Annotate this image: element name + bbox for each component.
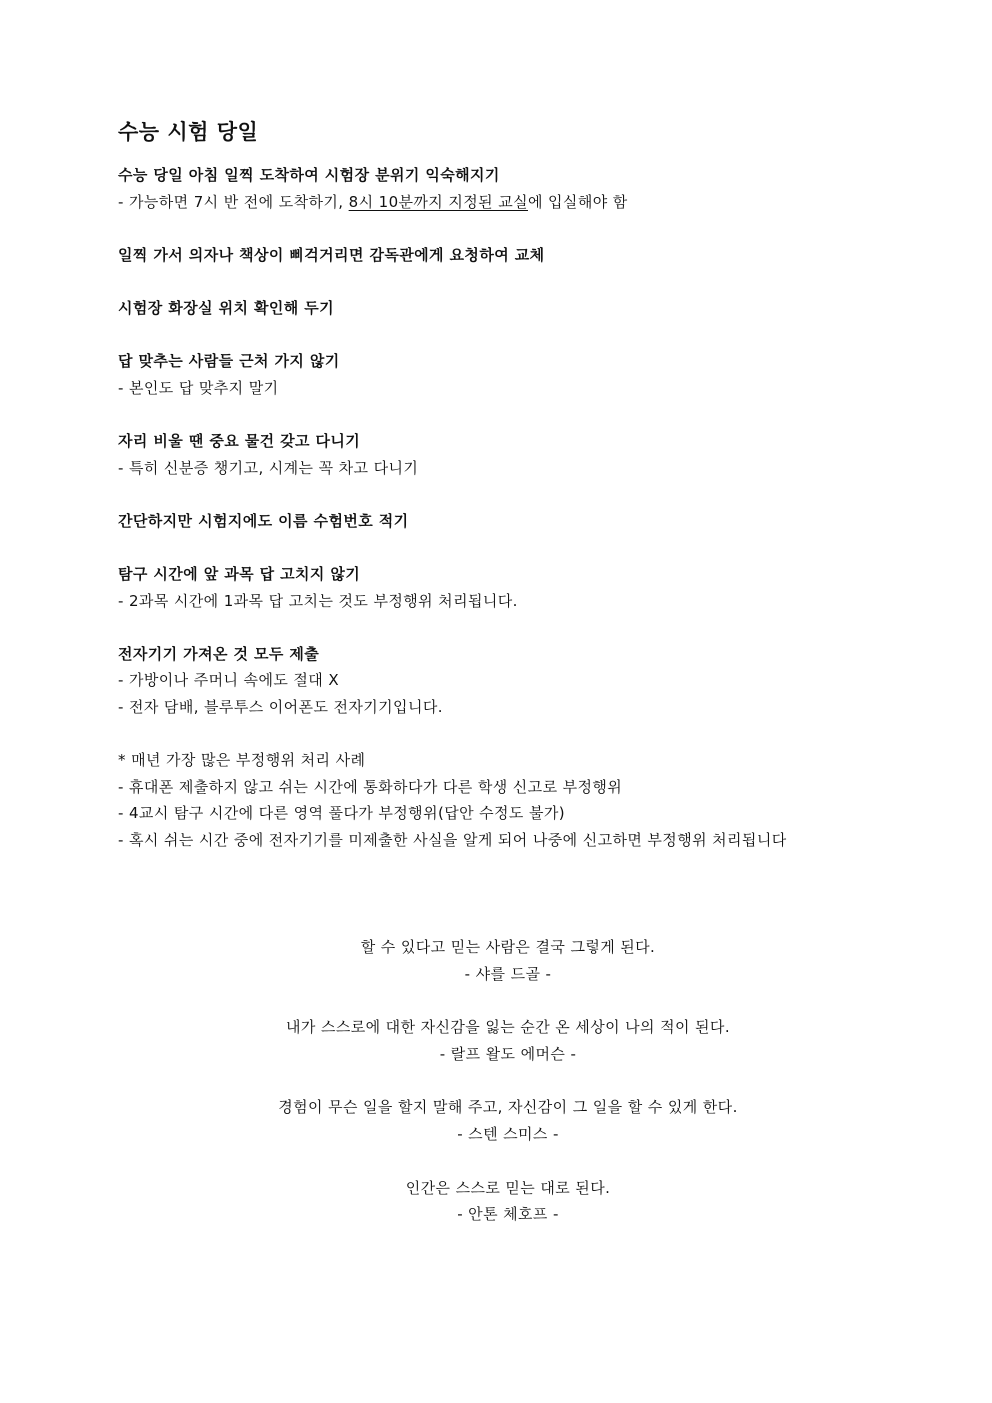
quote-text: 할 수 있다고 믿는 사람은 결국 그렇게 된다. (360, 938, 656, 956)
case-item: - 4교시 탐구 시간에 다른 영역 풀다가 부정행위(답안 수정도 불가) (118, 804, 566, 823)
case-item: - 혹시 쉬는 시간 중에 전자기기를 미제출한 사실을 알게 되어 나중에 신고하면 부정행위 처리됩니다 (118, 830, 787, 849)
quote-author: - 샤를 드골 - (464, 964, 552, 983)
note-text: - 가능하면 7시 반 전에 도착하기, (118, 192, 349, 211)
section-heading-submit-devices: 전자기기 가져온 것 모두 제출 (118, 644, 320, 663)
quote-author: - 스텐 스미스 - (457, 1124, 559, 1143)
quotes-block (0, 934, 992, 1228)
section-heading-write-name: 간단하지만 시험지에도 이름 수험번호 적기 (118, 511, 409, 530)
quote-author: - 안톤 체호프 - (457, 1205, 559, 1224)
section-heading-no-revision: 탐구 시간에 앞 과목 답 고치지 않기 (118, 564, 361, 583)
section-note-avoid-answers: - 본인도 답 맞추지 말기 (118, 378, 279, 397)
quote-author: - 랄프 왈도 에머슨 - (439, 1044, 577, 1063)
section-heading-belongings: 자리 비울 땐 중요 물건 갖고 다니기 (118, 431, 361, 450)
section-heading-restroom: 시험장 화장실 위치 확인해 두기 (118, 298, 335, 317)
section-note-arrival-time (118, 189, 938, 216)
quote-text: 인간은 스스로 믿는 대로 된다. (405, 1178, 611, 1197)
section-note-belongings: - 특히 신분증 챙기고, 시계는 꼭 차고 다니기 (118, 458, 419, 477)
underlined-deadline: 8시 10분까지 지정된 교실 (348, 192, 528, 211)
section-heading-replace-desk: 일찍 가서 의자나 책상이 삐걱거리면 감독관에게 요청하여 교체 (118, 245, 545, 264)
quote-text: 경험이 무슨 일을 할지 말해 주고, 자신감이 그 일을 할 수 있게 한다. (278, 1098, 738, 1117)
section-heading-avoid-answers: 답 맞추는 사람들 근처 가지 않기 (118, 352, 340, 371)
section-note-devices-2: - 전자 담배, 블루투스 이어폰도 전자기기입니다. (118, 697, 443, 716)
note-text-end: 에 입실해야 함 (527, 192, 628, 211)
page-title: 수능 시험 당일 (118, 120, 259, 144)
case-item: - 휴대폰 제출하지 않고 쉬는 시간에 통화하다가 다른 학생 신고로 부정행위 (118, 777, 623, 796)
quote-text: 내가 스스로에 대한 자신감을 잃는 순간 온 세상이 나의 적이 된다. (286, 1018, 730, 1037)
section-heading-arrive-early: 수능 당일 아침 일찍 도착하여 시험장 분위기 익숙해지기 (118, 166, 500, 184)
section-note-devices-1: - 가방이나 주머니 속에도 절대 X (118, 671, 340, 690)
checklist (118, 162, 938, 853)
section-note-no-revision: - 2과목 시간에 1과목 답 고치는 것도 부정행위 처리됩니다. (118, 591, 518, 610)
cases-heading: * 매년 가장 많은 부정행위 처리 사례 (118, 751, 366, 770)
